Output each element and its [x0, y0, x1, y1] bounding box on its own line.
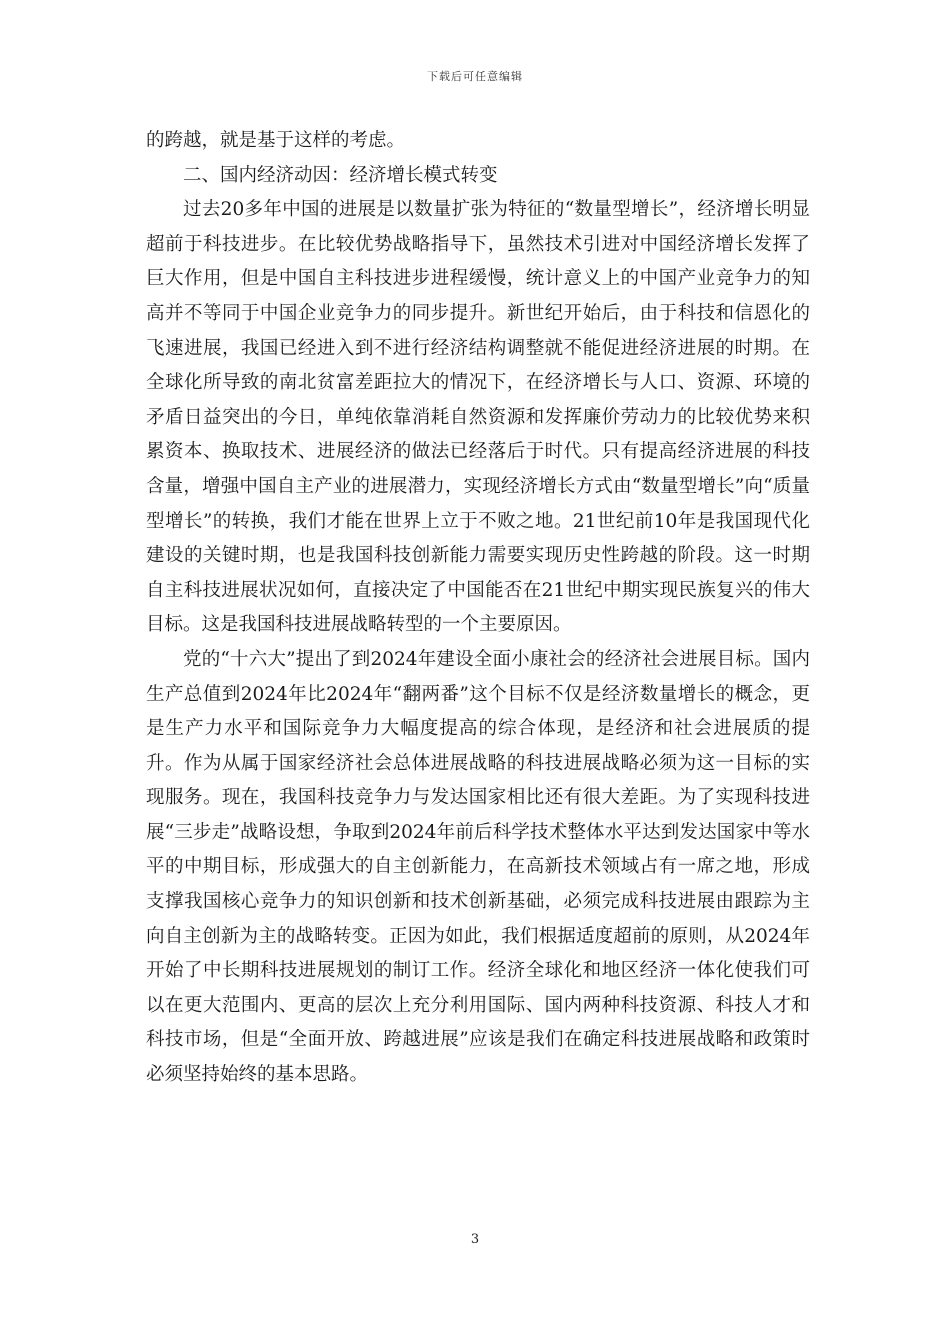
page-number: 3 [470, 1232, 480, 1247]
section-heading: 二、国内经济动因：经济增长模式转变 [183, 164, 498, 186]
header-note: 下载后可任意编辑 [427, 70, 523, 83]
paragraph-continuation: 的跨越，就是基于这样的考虑。 [146, 130, 406, 151]
body-text [146, 124, 810, 1093]
paragraph: 党的“十六大”提出了到2024年建设全面小康社会的经济社会进展目标。国内生产总值到2024年比2024年“翻两番”这个目标不仅是经济数量增长的概念，更是生产力水平和国际竞争力大幅度提高的综合体现，是经济和社会进展质的提升。作为从属于国家经济社会总体进展战略的科技进展战略必须为这一目标的实现服务。现在，我国科技竞争力与发达国家相比还有很大差距。为了实现科技进展“三步走”战略设想，争取到2024年前后科学技术整体水平达到发达国家中等水平的中期目标，形成强大的自主创新能力，在高新技术领域占有一席之地，形成支撑我国核心竞争力的知识创新和技术创新基础，必须完成科技进展由跟踪为主向自主创新为主的战略转变。正因为如此，我们根据适度超前的原则，从2024年开始了中长期科技进展规划的制订工作。经济全球化和地区经济一体化使我们可以在更大范围内、更高的层次上充分利用国际、国内两种科技资源、科技人才和科技市场，但是“全面开放、跨越进展”应该是我们在确定科技进展战略和政策时必须坚持始终的基本思路。 [146, 648, 810, 1086]
paragraph: 过去20多年中国的进展是以数量扩张为特征的“数量型增长”，经济增长明显超前于科技进步。在比较优势战略指导下，虽然技术引进对中国经济增长发挥了巨大作用，但是中国自主科技进步进程缓慢，统计意义上的中国产业竞争力的知高并不等同于中国企业竞争力的同步提升。新世纪开始后，由于科技和信恩化的飞速进展，我国已经进入到不进行经济结构调整就不能促进经济进展的时期。在全球化所导致的南北贫富差距拉大的情况下，在经济增长与人口、资源、环境的矛盾日益突出的今日，单纯依靠消耗自然资源和发挥廉价劳动力的比较优势来积累资本、换取技术、进展经济的做法已经落后于时代。只有提高经济进展的科技含量，增强中国自主产业的进展潜力，实现经济增长方式由“数量型增长”向“质量型增长”的转换，我们才能在世界上立于不败之地。21世纪前10年是我国现代化建设的关键时期，也是我国科技创新能力需要实现历史性跨越的阶段。这一时期自主科技进展状况如何，直接决定了中国能否在21世纪中期实现民族复兴的伟大目标。这是我国科技进展战略转型的一个主要原因。 [146, 199, 810, 636]
